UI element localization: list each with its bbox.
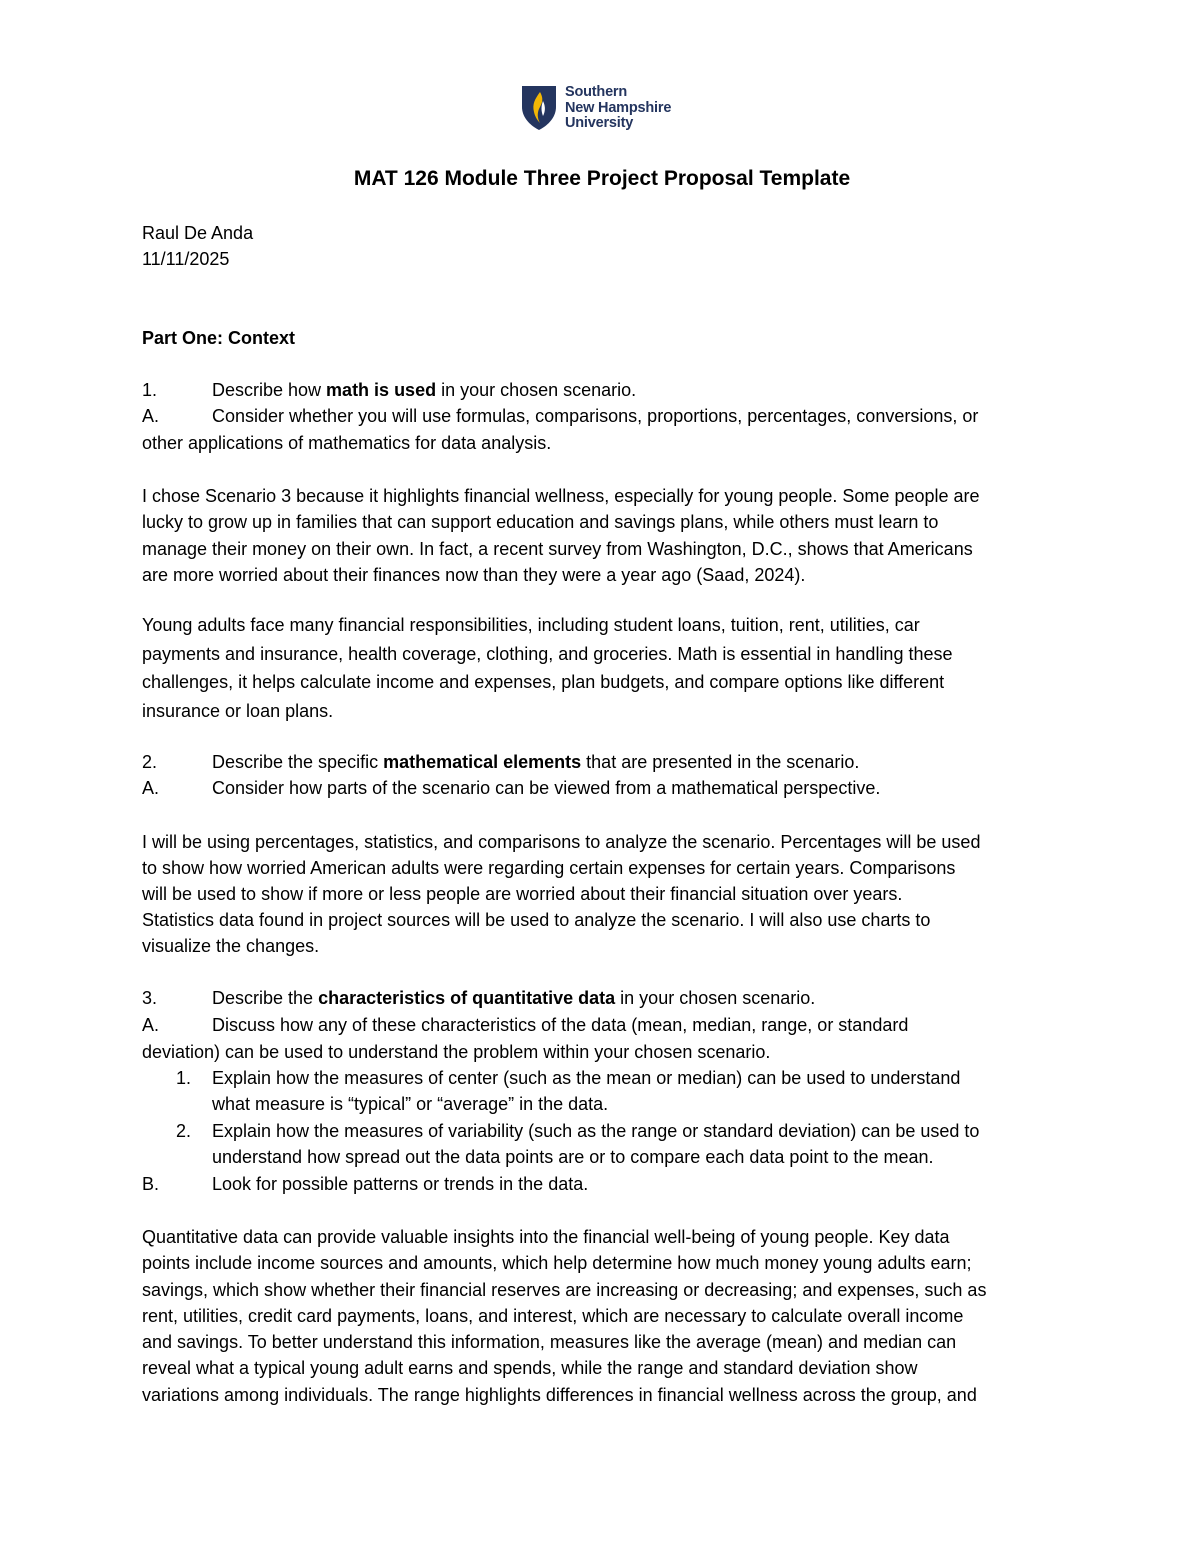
paragraph-line: will be used to show if more or less people are worried about their financial situation over years. xyxy=(142,884,903,904)
item-text: what measure is “typical” or “average” in the data. xyxy=(212,1094,609,1114)
paragraph-line: savings, which show whether their financial reserves are increasing or decreasing; and expenses, such as xyxy=(142,1280,987,1300)
sub-label: A. xyxy=(142,778,160,798)
document-title: MAT 126 Module Three Project Proposal Template xyxy=(353,167,851,190)
paragraph-line: insurance or loan plans. xyxy=(142,701,334,721)
question-1a xyxy=(142,405,978,427)
logo-line-3: University xyxy=(565,115,634,131)
paragraph-line: points include income sources and amounts, which help determine how much money young adults earn; xyxy=(142,1253,972,1273)
question-3 xyxy=(142,987,815,1009)
document-date: 11/11/2025 xyxy=(142,249,230,269)
question-text-post: that are presented in the scenario. xyxy=(581,752,860,772)
author-name: Raul De Anda xyxy=(142,223,254,243)
shield-flame-icon xyxy=(521,85,557,131)
question-text-pre: Describe how xyxy=(212,380,327,400)
question-3a xyxy=(142,1014,908,1036)
question-2 xyxy=(142,751,859,773)
question-text-bold: math is used xyxy=(326,380,437,400)
paragraph-line: challenges, it helps calculate income and expenses, plan budgets, and compare options like different xyxy=(142,672,945,692)
paragraph-line: Quantitative data can provide valuable insights into the financial well-being of young people. Key data xyxy=(142,1227,950,1247)
paragraph-line: visualize the changes. xyxy=(142,936,320,956)
question-text-pre: Describe the xyxy=(212,988,319,1008)
logo-line-1: Southern xyxy=(565,84,628,100)
paragraph-line: Statistics data found in project sources will be used to analyze the scenario. I will also use charts to xyxy=(142,910,931,930)
sub-text: Look for possible patterns or trends in the data. xyxy=(212,1174,589,1194)
paragraph-line: I chose Scenario 3 because it highlights financial wellness, especially for young people. Some people are xyxy=(142,486,980,506)
paragraph-line: I will be using percentages, statistics, and comparisons to analyze the scenario. Percentages will be used xyxy=(142,832,981,852)
question-1 xyxy=(142,379,636,401)
question-text-post: in your chosen scenario. xyxy=(615,988,816,1008)
paragraph-line: reveal what a typical young adult earns and spends, while the range and standard deviation show xyxy=(142,1358,918,1378)
paragraph-line: Young adults face many financial responsibilities, including student loans, tuition, rent, utilities, car xyxy=(142,615,920,635)
question-2a xyxy=(142,777,880,799)
question-number: 1. xyxy=(142,380,158,400)
paragraph-line: variations among individuals. The range highlights differences in financial wellness across the group, and xyxy=(142,1385,977,1405)
paragraph-line: manage their money on their own. In fact, a recent survey from Washington, D.C., shows that Americans xyxy=(142,539,973,559)
question-1a-cont: other applications of mathematics for data analysis. xyxy=(142,433,552,453)
paragraph-line: are more worried about their finances now than they were a year ago (Saad, 2024). xyxy=(142,565,806,585)
sub-label: B. xyxy=(142,1174,160,1194)
paragraph-line: to show how worried American adults were regarding certain expenses for certain years. Comparisons xyxy=(142,858,956,878)
logo-wordmark xyxy=(565,85,671,132)
university-logo xyxy=(521,85,691,133)
paragraph-line: rent, utilities, credit card payments, loans, and interest, which are necessary to calculate overall income xyxy=(142,1306,964,1326)
paragraph-line: lucky to grow up in families that can support education and savings plans, while others must learn to xyxy=(142,512,939,532)
logo-line-2: New Hampshire xyxy=(565,99,672,116)
question-3b xyxy=(142,1173,588,1195)
sub-label: A. xyxy=(142,1015,160,1035)
question-number: 3. xyxy=(142,988,158,1008)
question-text-bold: mathematical elements xyxy=(383,752,582,772)
sub-label: A. xyxy=(142,406,160,426)
paragraph-line: payments and insurance, health coverage, clothing, and groceries. Math is essential in handling these xyxy=(142,644,953,664)
item-number: 1. xyxy=(176,1068,192,1088)
item-text: Explain how the measures of center (such as the mean or median) can be used to understand xyxy=(212,1068,961,1088)
sub-text: Discuss how any of these characteristics of the data (mean, median, range, or standard xyxy=(212,1015,909,1035)
paragraph-line: and savings. To better understand this information, measures like the average (mean) and median can xyxy=(142,1332,957,1352)
item-text: understand how spread out the data points are or to compare each data point to the mean. xyxy=(212,1147,934,1167)
item-number: 2. xyxy=(176,1121,192,1141)
section-heading: Part One: Context xyxy=(142,328,296,348)
question-3a-cont: deviation) can be used to understand the problem within your chosen scenario. xyxy=(142,1042,771,1062)
sub-text: Consider how parts of the scenario can be viewed from a mathematical perspective. xyxy=(212,778,881,798)
question-text-pre: Describe the specific xyxy=(212,752,384,772)
sub-text: Consider whether you will use formulas, comparisons, proportions, percentages, conversions, or xyxy=(212,406,979,426)
item-text: Explain how the measures of variability (such as the range or standard deviation) can be used to xyxy=(212,1121,980,1141)
question-number: 2. xyxy=(142,752,158,772)
question-text-post: in your chosen scenario. xyxy=(436,380,637,400)
question-text-bold: characteristics of quantitative data xyxy=(318,988,616,1008)
